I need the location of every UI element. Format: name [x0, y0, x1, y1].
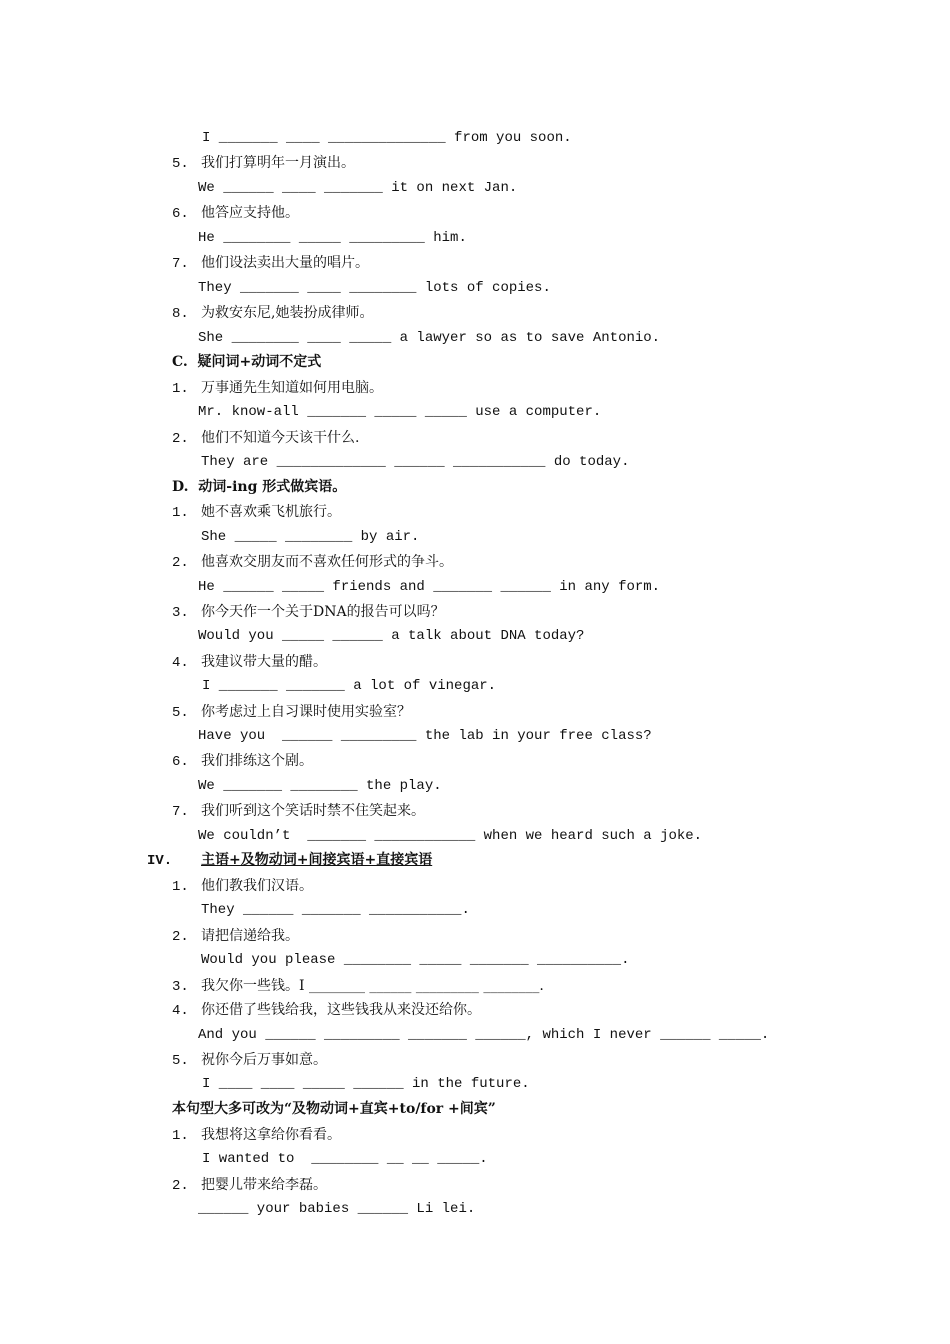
- section-number: IV.: [147, 853, 173, 869]
- exercise-answer-line: Would you _____ ______ a talk about DNA today?: [198, 628, 585, 644]
- exercise-answer-line: We ______ ____ _______ it on next Jan.: [198, 180, 518, 196]
- item-number: 5.: [172, 705, 189, 721]
- item-number: 3.: [172, 979, 189, 995]
- item-number: 4.: [172, 1003, 189, 1019]
- item-number: 5.: [172, 1053, 189, 1069]
- exercise-item-n1: [172, 1124, 341, 1146]
- exercise-item-d4: [172, 651, 327, 673]
- chinese-prompt: 他答应支持他。: [201, 205, 299, 221]
- exercise-answer-line: She ________ ____ _____ a lawyer so as to save Antonio.: [198, 330, 661, 346]
- item-number: 2.: [172, 555, 189, 571]
- exercise-item-d2: [172, 551, 453, 573]
- chinese-prompt: 祝你今后万事如意。: [201, 1052, 327, 1068]
- item-number: 6.: [172, 754, 189, 770]
- pattern-note-heading: 本句型大多可改为“及物动词+直宾+to/for +间宾”: [172, 1101, 496, 1117]
- exercise-item-7: [172, 252, 369, 274]
- exercise-answer-line: ______ your babies ______ Li lei.: [198, 1201, 476, 1217]
- exercise-answer-line: I _______ _______ a lot of vinegar.: [202, 678, 497, 694]
- item-number: 6.: [172, 206, 189, 222]
- chinese-prompt: 我想将这拿给你看看。: [201, 1127, 341, 1143]
- exercise-item-iv2: [172, 925, 299, 947]
- chinese-prompt: 我们排练这个剧。: [201, 753, 313, 769]
- exercise-item-c1: [172, 377, 383, 399]
- item-number: 3.: [172, 605, 189, 621]
- exercise-item-d1: [172, 501, 341, 523]
- exercise-answer-line: We _______ ________ the play.: [198, 778, 442, 794]
- exercise-answer-line: He ________ _____ _________ him.: [198, 230, 467, 246]
- item-number: 2.: [172, 1178, 189, 1194]
- exercise-item-iv5: [172, 1049, 327, 1071]
- exercise-answer-line: They ______ _______ ___________.: [201, 902, 470, 918]
- exercise-answer-line: They _______ ____ ________ lots of copies.: [198, 280, 551, 296]
- exercise-item-8: [172, 302, 373, 324]
- exercise-item-iv3: [172, 975, 544, 997]
- exercise-item-n2: [172, 1174, 327, 1196]
- exercise-item-5: [172, 152, 355, 174]
- exercise-item-c2: [172, 427, 359, 449]
- chinese-prompt: 他喜欢交朋友而不喜欢任何形式的争斗。: [201, 554, 453, 570]
- section-heading-iv: [147, 850, 432, 872]
- section-heading-c: C. 疑问词+动词不定式: [172, 354, 322, 370]
- exercise-answer-line: I wanted to ________ __ __ _____.: [202, 1151, 488, 1167]
- chinese-prompt: 他们设法卖出大量的唱片。: [201, 255, 369, 271]
- chinese-prompt: 你今天作一个关于DNA的报告可以吗？: [201, 604, 445, 620]
- chinese-prompt: 他们教我们汉语。: [201, 878, 313, 894]
- item-number: 2.: [172, 431, 189, 447]
- item-number: 1.: [172, 381, 189, 397]
- exercise-answer-line: They are _____________ ______ ___________ do today.: [201, 454, 630, 470]
- exercise-answer-line: And you ______ _________ _______ ______, which I never ______ _____.: [198, 1027, 770, 1043]
- exercise-item-6: [172, 202, 299, 224]
- item-number: 4.: [172, 655, 189, 671]
- exercise-answer-line: I ____ ____ _____ ______ in the future.: [202, 1076, 530, 1092]
- chinese-prompt-with-answer: 我欠你一些钱。I ________ ______ _________ ________.: [201, 978, 544, 994]
- exercise-item-iv4: [172, 999, 481, 1021]
- exercise-answer-line: Have you ______ _________ the lab in your free class?: [198, 728, 652, 744]
- item-number: 2.: [172, 929, 189, 945]
- chinese-prompt: 你还借了些钱给我，这些钱我从来没还给你。: [201, 1002, 481, 1018]
- chinese-prompt: 我建议带大量的醋。: [201, 654, 327, 670]
- exercise-item-d7: [172, 800, 425, 822]
- section-title: 主语+及物动词+间接宾语+直接宾语: [201, 852, 433, 868]
- item-number: 1.: [172, 1128, 189, 1144]
- exercise-item-d3: [172, 601, 445, 623]
- chinese-prompt: 她不喜欢乘飞机旅行。: [201, 504, 341, 520]
- exercise-answer-line: Would you please ________ _____ _______ __________.: [201, 952, 630, 968]
- chinese-prompt: 我们打算明年一月演出。: [201, 155, 355, 171]
- exercise-answer-line: Mr. know-all _______ _____ _____ use a computer.: [198, 404, 602, 420]
- chinese-prompt: 你考虑过上自习课时使用实验室？: [201, 704, 411, 720]
- item-number: 8.: [172, 306, 189, 322]
- section-heading-d: D. 动词-ing 形式做宾语。: [172, 479, 347, 495]
- item-number: 7.: [172, 256, 189, 272]
- chinese-prompt: 万事通先生知道如何用电脑。: [201, 380, 383, 396]
- exercise-answer-line: We couldn’t _______ ____________ when we heard such a joke.: [198, 828, 703, 844]
- chinese-prompt: 请把信递给我。: [201, 928, 299, 944]
- chinese-prompt: 为救安东尼,她装扮成律师。: [201, 305, 374, 321]
- chinese-prompt: 我们听到这个笑话时禁不住笑起来。: [201, 803, 425, 819]
- chinese-prompt: 把婴儿带来给李磊。: [201, 1177, 327, 1193]
- item-number: 5.: [172, 156, 189, 172]
- exercise-item-d5: [172, 701, 411, 723]
- item-number: 7.: [172, 804, 189, 820]
- item-number: 1.: [172, 879, 189, 895]
- exercise-answer-line: He ______ _____ friends and _______ ______ in any form.: [198, 579, 661, 595]
- item-number: 1.: [172, 505, 189, 521]
- exercise-answer-line: I _______ ____ ______________ from you soon.: [202, 130, 572, 146]
- chinese-prompt: 他们不知道今天该干什么.: [201, 430, 360, 446]
- exercise-item-d6: [172, 750, 313, 772]
- exercise-answer-line: She _____ ________ by air.: [201, 529, 420, 545]
- exercise-item-iv1: [172, 875, 313, 897]
